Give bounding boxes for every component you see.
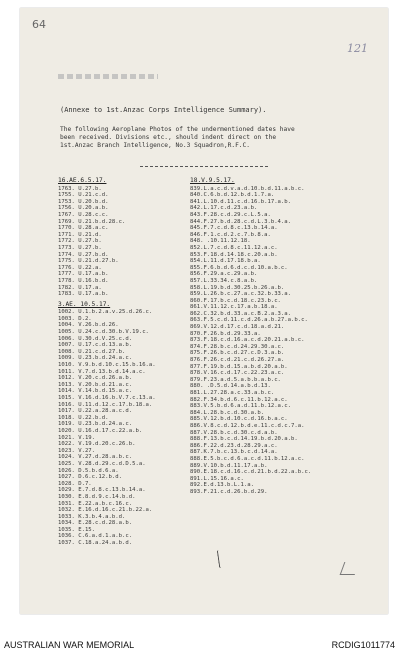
intro-paragraph [60, 126, 360, 150]
photo-entry: 857.L.33.34.c.8.a.b. [190, 277, 258, 284]
photo-entry: 1023. V.27. [58, 447, 96, 454]
photo-entry: 1769. U.21.b.d.28.c. [58, 218, 126, 225]
photo-entry: 1026. D.5.b.d.6.a. [58, 467, 119, 474]
photo-entry: 1006. U.30.d.V.25.c.d. [58, 335, 133, 342]
photo-entry: 1019. U.23.b.d.24.a.c. [58, 421, 133, 428]
photo-entry: 870.F.26.b.d.29.33.a. [190, 330, 261, 337]
photo-entry: 891.L.15.16.a.c. [190, 475, 244, 482]
photo-entry: 883.V.5.b.d.6.a.d.11.b.12.a.c. [190, 403, 292, 410]
photo-entry: 859.L.26.b.c.27.a.c.32.b.33.a. [190, 291, 292, 298]
photo-entry: 885.V.12.b.d.10.c.d.16.b.a.c. [190, 416, 288, 423]
photo-entry: 887.K.7.b.c.13.b.c.d.14.a. [190, 449, 278, 456]
photo-entry: 1015. V.16.d.16.b.V.7.c.13.a. [58, 395, 156, 401]
photo-entry: 1763. U.27.b. [58, 185, 102, 192]
photo-entry: 858.L.19.b.d.30.25.b.26.a.b. [190, 284, 285, 291]
photo-entry: 1756. U.20.a.b. [58, 205, 109, 212]
photo-entry: 1022. V.19.d.20.c.26.b. [58, 441, 136, 448]
photo-entry: 1028. D.7. [58, 480, 92, 487]
photo-entry: 888.E.5.b.c.d.6.a.c.d.11.b.12.a.c. [190, 455, 305, 462]
photo-entry: 1037. C.18.a.24.a.b.d. [58, 540, 133, 547]
photo-entry: 877.F.19.b.d.15.a.b.d.20.a.b. [190, 363, 288, 370]
photo-entry: 1014. V.14.b.d.15.a.c. [58, 388, 133, 395]
photo-entry: 876.F.26.c.d.21.c.d.26.27.a. [190, 357, 285, 364]
photo-entry: 1010. V.9.b.d.10.c.15.b.16.a. [58, 362, 156, 369]
photo-entry: 1031. E.22.a.b.c.16.c. [58, 500, 133, 507]
photo-entry: 1029. E.7.d.8.c.13.b.14.a. [58, 487, 146, 494]
photo-entry: 1033. K.3.b.4.a.b.d. [58, 513, 126, 520]
photo-entry: 881.L.27.28.a.c.33.a.b.c. [190, 390, 275, 396]
photo-entry: 1027. D.6.c.12.b.d. [58, 474, 122, 481]
photo-entry: 860.F.17.b.c.d.18.c.23.b.c. [190, 297, 281, 304]
photo-entry: 1003. D.2. [58, 315, 92, 322]
photo-entry: 1774. U.27.b.d. [58, 251, 109, 258]
photo-entry: 1021. V.19. [58, 434, 96, 441]
folio-number: 121 [347, 42, 368, 55]
photo-entry: 861.V.11.12.c.17.a.b.18.a. [190, 304, 278, 311]
photo-entry: 886.V.8.c.d.12.b.d.e.11.c.d.c.7.a. [190, 422, 305, 429]
photo-entry: 1767. U.28.c.c. [58, 211, 109, 218]
photo-entry: 889.V.10.b.d.11.17.a.b. [190, 462, 268, 469]
photo-entry: 888.F.13.b.c.d.14.19.b.d.20.a.b. [190, 436, 298, 443]
photo-entry: 853.F.18.d.14.18.c.20.a.b. [190, 251, 278, 258]
photo-entry: 1013. V.20.b.d.21.a.c. [58, 381, 133, 388]
photo-entry: 862.C.32.b.d.33.a.c.B.2.a.3.a. [190, 310, 292, 317]
intro-line: been received. Divisions etc., should indent direct on the [60, 134, 277, 141]
photo-entry: 874.F.28.b.c.d.24.29.30.a.c. [190, 343, 285, 350]
left-section-heading: 16.AE.6.5.17. [58, 177, 107, 184]
photo-entry: 1017. U.22.a.28.a.c.d. [58, 408, 133, 415]
photo-entry: 1776. U.22.a. [58, 264, 102, 271]
photo-entry: 1009. U.23.b.d.24.a.c. [58, 355, 133, 362]
photo-entry: 1030. E.8.d.9.c.14.b.d. [58, 493, 136, 500]
photo-entry: 840.C.6.b.d.12.b.d.1.7.a. [190, 192, 275, 199]
photo-entry: 1007. U.17.c.d.13.a.b. [58, 342, 133, 349]
photo-entry: 1775. U.21.d.27.b. [58, 258, 119, 265]
intro-line: The following Aeroplane Photos of the undermentioned dates have [60, 126, 295, 133]
photo-entry: 1020. U.16.d.17.c.22.a.b. [58, 427, 143, 434]
photo-entry: 844.F.27.b.d.28.c.d.L.3.b.4.a. [190, 218, 292, 225]
photo-entry: 1018. U.22.b.d. [58, 414, 109, 421]
intro-line: 1st.Anzac Branch Intelligence, No.3 Squadron,R.F.C. [60, 142, 250, 149]
photo-entry: 842.L.17.c.d.23.a.b. [190, 205, 258, 212]
left-photo-list [58, 178, 156, 547]
photo-entry: 1005. U.24.c.d.30.b.V.19.c. [58, 329, 149, 336]
photo-entry: 854.L.11.d.17.18.b.a. [190, 258, 261, 265]
photo-entry: 879.F.23.a.d.5.a.b.b.a.b.c. [190, 376, 281, 383]
faded-stamp [58, 74, 158, 79]
photo-entry: 869.V.12.d.17.c.d.18.a.d.21. [190, 324, 285, 331]
photo-entry: 886.F.22.d.23.d.28.29.a.c. [190, 442, 278, 449]
photo-entry: 1025. V.28.d.29.c.d.D.5.a. [58, 460, 146, 467]
photo-entry: 1778. U.16.b.d. [58, 277, 109, 284]
photo-entry: 846.F.1.c.d.2.c.7.b.8.a. [190, 231, 271, 238]
photo-entry: 848. .10.11.12.18. [190, 238, 251, 245]
photo-entry: 892.E.d.13.b.L.1.a. [190, 482, 254, 489]
photo-entry: 1016. U.11.d.12.c.17.b.18.a. [58, 401, 153, 408]
archive-footer [0, 638, 401, 652]
footer-reference: RCDIG1011774 [331, 640, 395, 650]
dashed-divider [140, 166, 268, 167]
photo-entry: 852.L.7.c.d.8.c.11.12.a.c. [190, 244, 278, 251]
photo-entry: 1004. V.26.b.d.26. [58, 322, 119, 329]
photo-entry: 1782. U.17.a. [58, 284, 102, 291]
photo-entry: 1011. V.7.d.13.b.d.14.a.c. [58, 368, 146, 375]
photo-entry: 878.V.16.c.d.17.c.22.23.a.c. [190, 370, 285, 377]
pencil-scribble [340, 562, 360, 575]
photo-entry: 1008. U.21.c.d.27.b. [58, 348, 126, 355]
photo-entry: 1753. U.20.b.d. [58, 198, 109, 205]
photo-entry: 884.L.28.b.c.d.30.a.b. [190, 409, 265, 416]
left-section-heading: 3.AE. 10.5.17. [58, 300, 111, 308]
photo-entry: 880. .D.5.d.14.a.b.d.13. [190, 383, 271, 390]
right-section-heading: 18.V.9.5.17. [190, 177, 235, 184]
photo-entry: 1777. U.17.a.b. [58, 271, 109, 278]
photo-entry: 856.F.29.a.c.29.a.b. [190, 271, 258, 278]
photo-entry: 1770. U.28.a.c. [58, 225, 109, 232]
photo-entry: 845.F.7.c.d.8.c.13.b.14.a. [190, 225, 278, 232]
photo-entry: 1771. U.21.d. [58, 231, 102, 238]
footer-institution: AUSTRALIAN WAR MEMORIAL [4, 640, 135, 650]
page-number: 64 [32, 18, 46, 31]
photo-entry: 873.F.18.c.d.16.a.c.d.20.21.a.b.c. [190, 337, 305, 344]
right-photo-list [190, 178, 311, 496]
photo-entry: 1773. U.27.b. [58, 244, 102, 251]
photo-entry: 1772. U.27.b. [58, 238, 102, 245]
photo-entry: 875.F.26.b.c.d.27.c.D.3.a.b. [190, 350, 285, 357]
photo-entry: 841.L.10.d.11.c.d.16.b.17.a.b. [190, 198, 292, 205]
photo-entry: 1034. E.28.c.d.28.a.b. [58, 520, 133, 527]
photo-entry: 893.F.21.c.d.26.b.d.29. [190, 488, 268, 495]
photo-entry: 1036. C.6.a.d.1.a.b.c. [58, 533, 133, 540]
photo-entry: 855.F.6.b.d.6.d.c.d.10.a.b.c. [190, 264, 288, 271]
photo-entry: 1755. U.21.c.d. [58, 192, 109, 199]
photo-entry: 882.F.34.b.d.6.c.11.b.12.a.c. [190, 396, 288, 403]
photo-entry: 890.E.18.c.d.16.c.d.21.b.d.22.a.b.c. [190, 469, 312, 476]
photo-entry: 1012. V.20.c.d.26.a.b. [58, 375, 133, 382]
pencil-mark [217, 550, 224, 569]
photo-entry: 887.V.28.b.c.d.30.c.d.a.b. [190, 429, 278, 436]
photo-entry: 1002. U.1.b.2.a.v.25.d.26.c. [58, 309, 153, 316]
document-page [20, 8, 388, 614]
annex-title: (Annexe to 1st.Anzac Corps Intelligence Summary). [60, 106, 267, 114]
photo-entry: 1024. V.27.d.28.a.b.c. [58, 454, 133, 461]
photo-entry: 863.F.5.c.d.11.c.d.26.a.b.27.a.b.c. [190, 317, 308, 324]
photo-entry: 1035. E.15. [58, 526, 96, 533]
photo-entry: 1783. U.17.a.b. [58, 291, 109, 298]
photo-entry: 839.L.a.c.d.v.a.d.10.b.d.11.a.b.c. [190, 185, 305, 192]
photo-entry: 843.F.28.c.d.29.c.L.5.a. [190, 211, 271, 218]
photo-entry: 1032. E.16.d.16.c.21.b.22.a. [58, 507, 153, 514]
